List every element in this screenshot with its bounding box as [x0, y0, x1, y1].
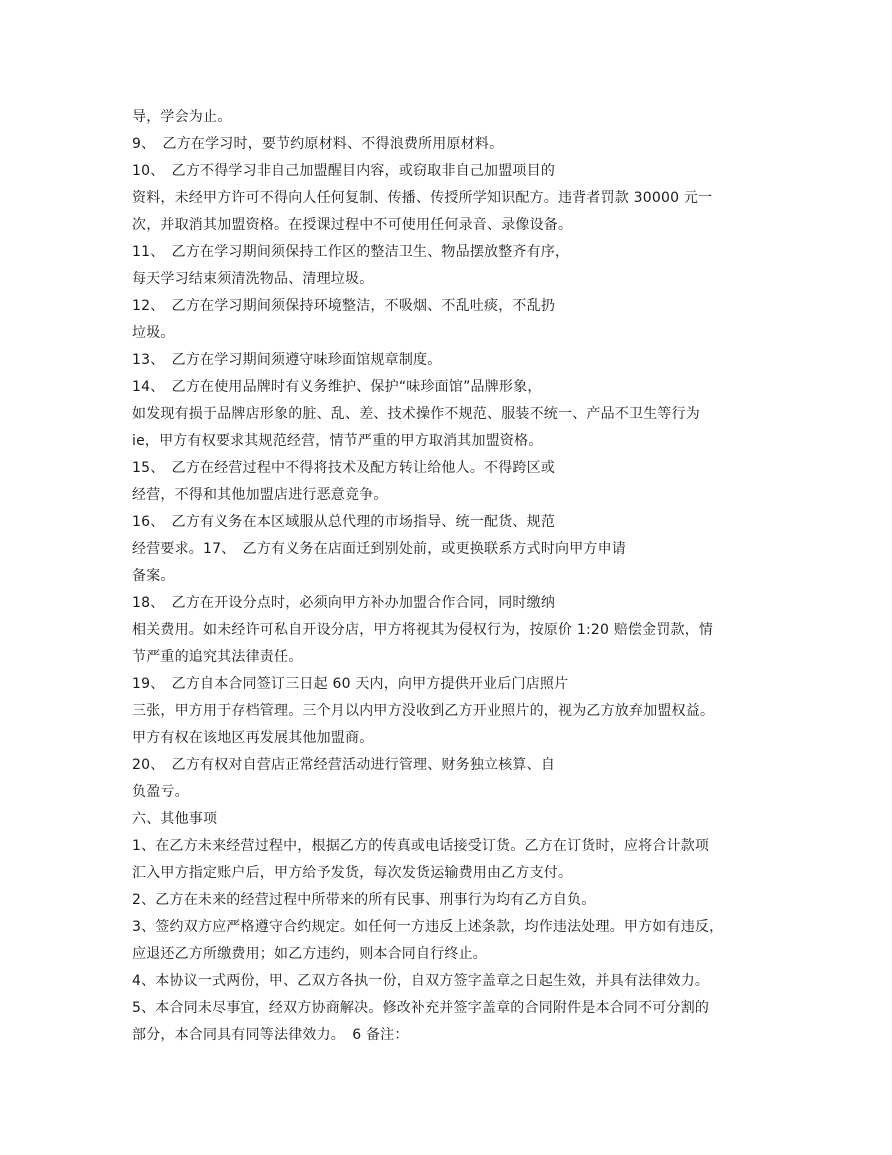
text-line: 负盈亏。: [132, 784, 189, 800]
text-line: 相关费用。如未经许可私自开设分店，甲方将视其为侵权行为，按原价 1:20 赔偿金罚款，情: [132, 622, 714, 638]
clause-9: 9、 乙方在学习时，要节约原材料、不得浪费所用原材料。: [132, 136, 504, 152]
item-4: 4、本协议一式两份，甲、乙双方各执一份，自双方签字盖章之日起生效，并具有法律效力。: [132, 973, 710, 989]
text-line: 甲方有权在该地区再发展其他加盟商。: [132, 730, 374, 746]
text-line: 应退还乙方所缴费用；如乙方违约，则本合同自行终止。: [132, 946, 487, 962]
contract-text-body: [132, 104, 772, 1049]
text-line: 节严重的追究其法律责任。: [132, 649, 303, 665]
clause-13: 13、 乙方在学习期间须遵守味珍面馆规章制度。: [132, 352, 442, 368]
text-line: 备案。: [132, 568, 175, 584]
text-line: 垃圾。: [132, 325, 175, 341]
clause-11: 11、 乙方在学习期间须保持工作区的整洁卫生、物品摆放整齐有序，: [132, 244, 570, 260]
text-line: 经营，不得和其他加盟店进行恶意竞争。: [132, 487, 388, 503]
text-line: 部分，本合同具有同等法律效力。 6 备注：: [132, 1027, 409, 1043]
clause-10: 10、 乙方不得学习非自己加盟醒目内容，或窃取非自己加盟项目的: [132, 163, 556, 179]
text-line: 如发现有损于品牌店形象的脏、乱、差、技术操作不规范、服装不统一、产品不卫生等行为: [132, 406, 700, 422]
text-line: 每天学习结束须清洗物品、清理垃圾。: [132, 271, 374, 287]
clause-18: 18、 乙方在开设分点时，必须向甲方补办加盟合作合同，同时缴纳: [132, 595, 556, 611]
item-1: 1、在乙方未来经营过程中，根据乙方的传真或电话接受订货。乙方在订货时，应将合计款项: [132, 838, 710, 854]
text-line: 导，学会为止。: [132, 109, 232, 125]
clause-14: 14、 乙方在使用品牌时有义务维护、保护“味珍面馆”品牌形象，: [132, 379, 542, 395]
text-line: 次，并取消其加盟资格。在授课过程中不可使用任何录音、录像设备。: [132, 217, 573, 233]
clause-19: 19、 乙方自本合同签订三日起 60 天内，向甲方提供开业后门店照片: [132, 676, 569, 692]
clause-16: 16、 乙方有义务在本区域服从总代理的市场指导、统一配货、规范: [132, 514, 556, 530]
item-5: 5、本合同未尽事宜，经双方协商解决。修改补充并签字盖章的合同附件是本合同不可分割的: [132, 1000, 710, 1016]
item-3: 3、签约双方应严格遵守合约规定。如任何一方违反上述条款，均作违法处理。甲方如有违反，: [132, 919, 724, 935]
text-line: 三张，甲方用于存档管理。三个月以内甲方没收到乙方开业照片的，视为乙方放弃加盟权益。: [132, 703, 715, 719]
clause-12: 12、 乙方在学习期间须保持环境整洁，不吸烟、不乱吐痰，不乱扔: [132, 298, 556, 314]
item-2: 2、乙方在未来的经营过程中所带来的所有民事、刑事行为均有乙方自负。: [132, 892, 596, 908]
clause-17: 经营要求。17、 乙方有义务在店面迁到别处前，或更换联系方式时向甲方申请: [132, 541, 627, 557]
section-heading-other-matters: 六、其他事项: [132, 811, 218, 827]
text-line: 资料，未经甲方许可不得向人任何复制、传播、传授所学知识配方。违背者罚款 30000 元一: [132, 190, 713, 206]
text-line: 汇入甲方指定账户后，甲方给予发货，每次发货运输费用由乙方支付。: [132, 865, 573, 881]
clause-20: 20、 乙方有权对自营店正常经营活动进行管理、财务独立核算、自: [132, 757, 556, 773]
clause-15: 15、 乙方在经营过程中不得将技术及配方转让给他人。不得跨区或: [132, 460, 556, 476]
text-line: ie，甲方有权要求其规范经营，情节严重的甲方取消其加盟资格。: [132, 433, 543, 449]
